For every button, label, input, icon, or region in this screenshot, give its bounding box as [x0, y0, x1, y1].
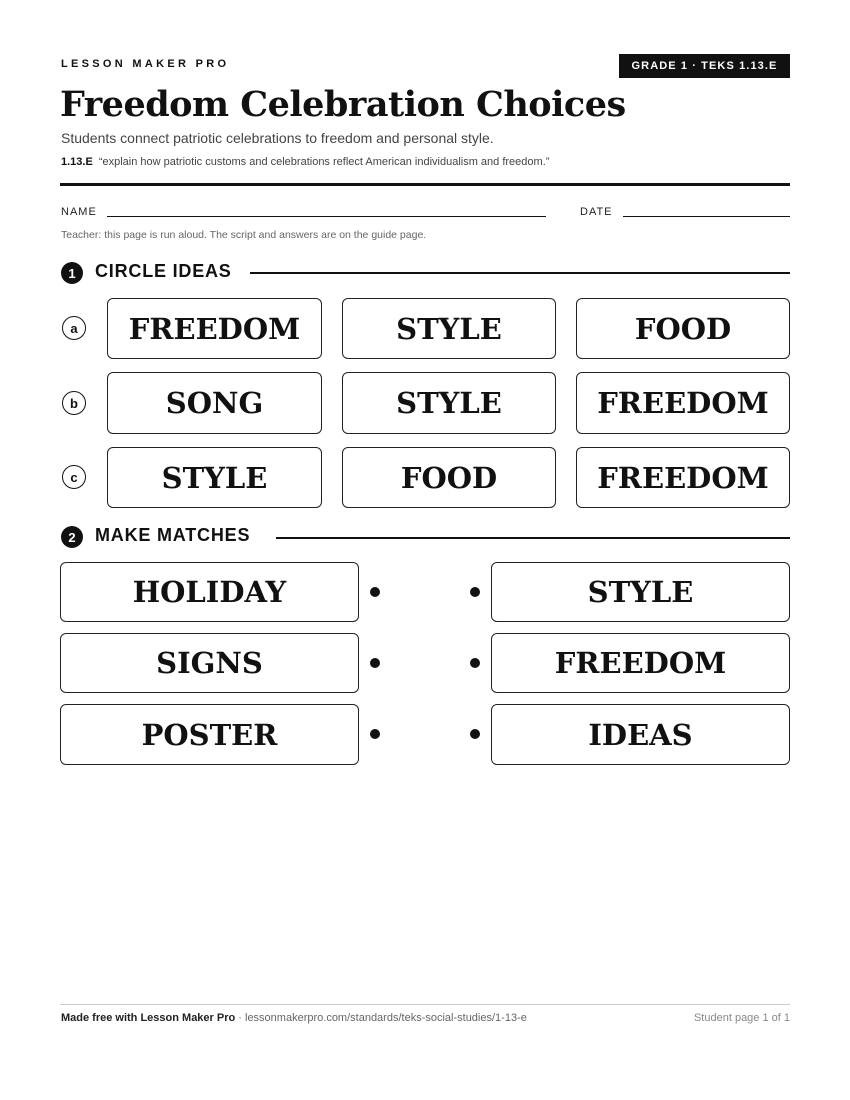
- match-right-2[interactable]: FREEDOM: [491, 633, 790, 693]
- footer-url[interactable]: lessonmakerpro.com/standards/teks-social-studies/1-13-e: [245, 1012, 527, 1024]
- match-dot-right-1[interactable]: [470, 587, 480, 597]
- footer-divider: [60, 1004, 790, 1005]
- match-dot-left-2[interactable]: [370, 658, 380, 668]
- match-dot-left-1[interactable]: [370, 587, 380, 597]
- section-1-divider: [250, 272, 790, 274]
- match-right-3[interactable]: IDEAS: [491, 704, 790, 765]
- footer-page-number: Student page 1 of 1: [693, 1012, 790, 1024]
- choice-a-2[interactable]: STYLE: [342, 298, 556, 359]
- choice-b-1[interactable]: SONG: [107, 372, 322, 434]
- row-b-letter: b: [62, 391, 86, 415]
- standard-line: [61, 156, 549, 168]
- footer-credit: [61, 1012, 527, 1024]
- standard-code: 1.13.E: [61, 156, 93, 168]
- choice-c-1[interactable]: STYLE: [107, 447, 322, 508]
- match-dot-right-2[interactable]: [470, 658, 480, 668]
- section-2-divider: [276, 537, 790, 539]
- date-field[interactable]: [623, 216, 790, 217]
- choice-b-2[interactable]: STYLE: [342, 372, 556, 434]
- footer-made-with: Made free with Lesson Maker Pro: [61, 1012, 236, 1024]
- section-1-title: CIRCLE IDEAS: [95, 261, 232, 281]
- section-2-number: 2: [61, 526, 83, 548]
- choice-a-1[interactable]: FREEDOM: [107, 298, 322, 359]
- match-left-1[interactable]: HOLIDAY: [60, 562, 359, 622]
- match-dot-left-3[interactable]: [370, 729, 380, 739]
- standard-text: “explain how patriotic customs and celebrations reflect American individualism and freedom.”: [98, 156, 550, 168]
- section-2-title: MAKE MATCHES: [95, 525, 251, 545]
- match-right-1[interactable]: STYLE: [491, 562, 790, 622]
- header-divider: [60, 183, 790, 186]
- footer-separator: ·: [235, 1012, 245, 1024]
- name-field[interactable]: [107, 216, 546, 217]
- match-dot-right-3[interactable]: [470, 729, 480, 739]
- page-subtitle: Students connect patriotic celebrations to freedom and personal style.: [61, 130, 494, 146]
- grade-badge: GRADE 1 · TEKS 1.13.E: [619, 54, 790, 78]
- page-title: Freedom Celebration Choices: [60, 84, 626, 125]
- choice-c-2[interactable]: FOOD: [342, 447, 556, 508]
- row-c-letter: c: [62, 465, 86, 489]
- name-label: NAME: [61, 206, 97, 218]
- section-1-number: 1: [61, 262, 83, 284]
- brand-name: LESSON MAKER PRO: [61, 58, 230, 70]
- choice-b-3[interactable]: FREEDOM: [576, 372, 790, 434]
- row-a-letter: a: [62, 316, 86, 340]
- choice-a-3[interactable]: FOOD: [576, 298, 790, 359]
- date-label: DATE: [580, 206, 613, 218]
- choice-c-3[interactable]: FREEDOM: [576, 447, 790, 508]
- match-left-3[interactable]: POSTER: [60, 704, 359, 765]
- match-left-2[interactable]: SIGNS: [60, 633, 359, 693]
- teacher-note: Teacher: this page is run aloud. The script and answers are on the guide page.: [61, 229, 427, 241]
